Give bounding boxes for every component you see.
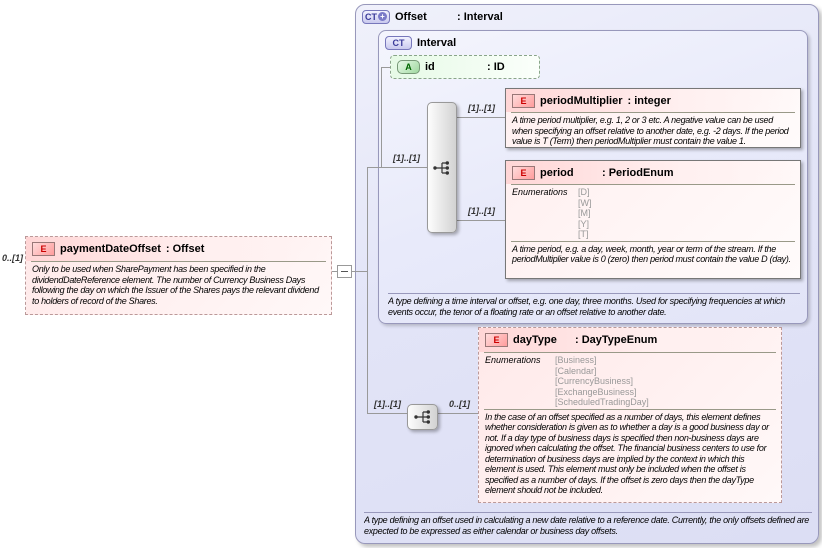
enum-value: [D] (578, 187, 590, 197)
enumerations-label: Enumerations (512, 187, 568, 197)
element-name: dayType (513, 334, 557, 346)
sequence-connector[interactable] (407, 404, 438, 430)
element-icon: E (485, 333, 508, 347)
period-enumerations (511, 184, 795, 241)
element-name: paymentDateOffset (60, 243, 161, 255)
enumeration-values (555, 355, 649, 408)
offset-base-type: : Interval (457, 10, 503, 23)
enumerations-label: Enumerations (485, 355, 541, 365)
cardinality-label: [1]..[1] (468, 103, 495, 113)
connector-rail (367, 167, 368, 414)
interval-annotation: A type defining a time interval or offset, e.g. one day, three months. Used for specifying frequencies at which events occur, the tenor of a floating rate or an offset relative to another date. (388, 293, 800, 317)
element-paymentDateOffset-box[interactable] (25, 236, 332, 315)
paymentDateOffset-header (26, 237, 331, 261)
enum-value: [ExchangeBusiness] (555, 386, 637, 397)
enum-value: [T] (578, 229, 589, 239)
enum-value: [Y] (578, 218, 590, 229)
offset-annotation: A type defining an offset used in calculating a new date relative to a reference date. Currently, the only offsets defined are expected to be expressed as either calendar or business day offsets. (364, 512, 812, 536)
attribute-connector-line (381, 67, 390, 68)
element-icon: E (32, 242, 55, 256)
cardinality-label: 0..[1] (449, 399, 471, 409)
sequence-icon (432, 160, 452, 176)
complex-type-extension-icon: CT + (362, 10, 390, 24)
cardinality-label: [1]..[1] (468, 206, 495, 216)
offset-header (356, 5, 818, 28)
plus-icon: + (378, 12, 387, 21)
element-type: : DayTypeEnum (575, 334, 658, 346)
connector-line (438, 413, 478, 414)
element-periodMultiplier-box[interactable] (505, 88, 801, 148)
attribute-type: : ID (487, 61, 505, 73)
element-period-box[interactable] (505, 160, 801, 279)
period-header (506, 161, 800, 184)
enum-value: [M] (578, 208, 591, 218)
sequence-icon (413, 409, 433, 425)
cardinality-label: 0..[1] (2, 253, 24, 263)
enum-value: [Calendar] (555, 365, 597, 376)
periodMultiplier-annotation: A time period multiplier, e.g. 1, 2 or 3 etc. A negative value can be used when specifying an offset relative to another date, e.g. -2 days. If the period value is T (Term) then periodMultiplier must contain the value 1. (511, 112, 795, 148)
enumeration-values (578, 187, 592, 240)
attribute-name: id (425, 61, 435, 73)
attribute-icon: A (397, 60, 420, 74)
dayType-enumerations (484, 352, 776, 409)
attribute-id-box[interactable] (390, 55, 540, 79)
offset-name: Offset (395, 10, 427, 23)
element-type: : integer (627, 94, 671, 107)
element-icon: E (512, 166, 535, 180)
enum-value: [Business] (555, 355, 597, 365)
paymentDateOffset-annotation: Only to be used when SharePayment has been specified in the dividendDateReference element. The number of Currency Business Days following the day on which the Issuer of the Shares pays the relevant dividend to holders of record of the Shares. (31, 261, 326, 307)
dayType-annotation: In the case of an offset specified as a number of days, this element defines whether consideration is given as to whether a day is a good business day or not. If a day type of business days is specified then non-business days are ignored when calculating the offset. The financial business centers to use for determination of business days are implied by the context in which this element is used. This element must only be included when the offset is specified as a number of days. If the offset is zero days then the dayType element should not be included. (484, 409, 776, 497)
complex-type-icon: CT (385, 36, 412, 50)
element-name: period (540, 166, 574, 179)
periodMultiplier-header (506, 89, 800, 112)
enum-value: [ScheduledTradingDay] (555, 397, 649, 407)
element-dayType-box[interactable] (478, 327, 782, 503)
enum-value: [CurrencyBusiness] (555, 376, 634, 386)
enum-value: [W] (578, 197, 592, 208)
cardinality-label: [1]..[1] (393, 153, 420, 163)
sequence-connector[interactable] (427, 102, 457, 233)
interval-name: Interval (417, 36, 457, 49)
element-name: periodMultiplier (540, 94, 623, 107)
connector-line (367, 167, 427, 168)
element-icon: E (512, 94, 535, 108)
connector-line (457, 117, 505, 118)
interval-header (379, 31, 807, 54)
element-type: : Offset (165, 243, 205, 255)
collapse-toggle-icon[interactable] (337, 265, 352, 278)
attribute-connector-rail (381, 67, 382, 167)
connector-line (457, 220, 505, 221)
period-annotation: A time period, e.g. a day, week, month, year or term of the stream. If the periodMultiplier value is 0 (zero) then period must contain the value D (day). (511, 241, 795, 266)
element-type: : PeriodEnum (602, 166, 674, 179)
dayType-header (479, 328, 781, 352)
cardinality-label: [1]..[1] (374, 399, 401, 409)
connector-line (367, 413, 407, 414)
